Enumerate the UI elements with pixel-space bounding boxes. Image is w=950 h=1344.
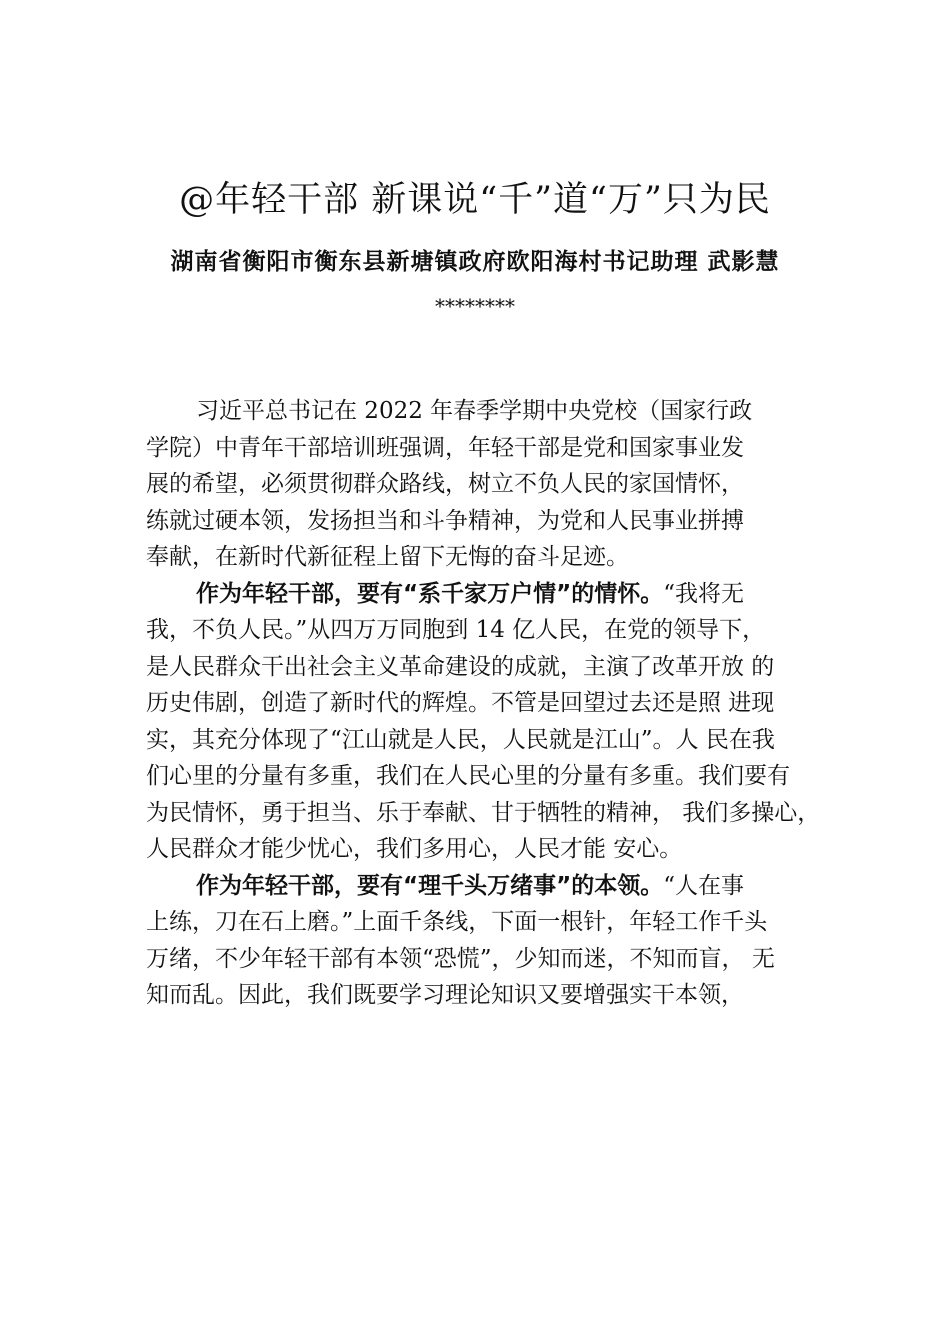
paragraph-line: 习近平总书记在 2022 年春季学期中央党校（国家行政 [196, 398, 753, 424]
paragraph-lead: 作为年轻干部，要有“系千家万户情”的情怀。 [196, 580, 664, 607]
separator-stars: ******** [435, 294, 515, 318]
paragraph-3 [146, 868, 856, 1014]
paragraph-line: 展的希望，必须贯彻群众路线，树立不负人民的家国情怀， [146, 471, 744, 497]
paragraph-first-line [146, 868, 856, 905]
paragraph-line: 学院）中青年干部培训班强调，年轻干部是党和国家事业发 [146, 434, 744, 461]
paragraph-line: “人在事 [663, 872, 744, 899]
paragraph-line: 我，不负人民。”从四万万同胞到 14 亿人民，在党的领导下， [146, 617, 766, 643]
paragraph-1 [146, 393, 856, 576]
paragraph-line: 们心里的分量有多重，我们在人民心里的分量有多重。我们要有 [146, 763, 790, 789]
paragraph-line: 人民群众才能少忧心，我们多用心，人民才能 安心。 [146, 836, 683, 862]
paragraph-line: 万绪，不少年轻干部有本领“恐慌”，少知而迷，不知而盲， 无 [146, 945, 775, 972]
paragraph-line: 上练，刀在石上磨。”上面千条线，下面一根针，年轻工作千头 [146, 909, 768, 935]
paragraph-line: 是人民群众干出社会主义革命建设的成就，主演了改革开放 的 [146, 653, 775, 680]
paragraph-line: “我将无 [663, 580, 744, 607]
article-body [146, 393, 856, 1014]
author-line: 湖南省衡阳市衡东县新塘镇政府欧阳海村书记助理 武影慧 [170, 248, 780, 275]
article-title: @年轻干部 新课说“千”道“万”只为民 [179, 180, 771, 220]
paragraph-line: 知而乱。因此，我们既要学习理论知识又要增强实干本领， [146, 982, 744, 1008]
paragraph-lead: 作为年轻干部，要有“理千头万绪事”的本领。 [196, 872, 664, 899]
paragraph-line: 历史伟剧，创造了新时代的辉煌。不管是回望过去还是照 进现 [146, 690, 775, 716]
paragraph-first-line [146, 576, 856, 613]
paragraph-line: 练就过硬本领，发扬担当和斗争精神，为党和人民事业拼搏 [146, 507, 744, 534]
paragraph-line: 为民情怀，勇于担当、乐于奉献、甘于牺牲的精神， 我们多操心， [146, 799, 821, 826]
paragraph-line: 实，其充分体现了“江山就是人民，人民就是江山”。人 民在我 [146, 726, 775, 753]
paragraph-2 [146, 576, 856, 868]
paragraph-line: 奉献，在新时代新征程上留下无悔的奋斗足迹。 [146, 544, 629, 570]
